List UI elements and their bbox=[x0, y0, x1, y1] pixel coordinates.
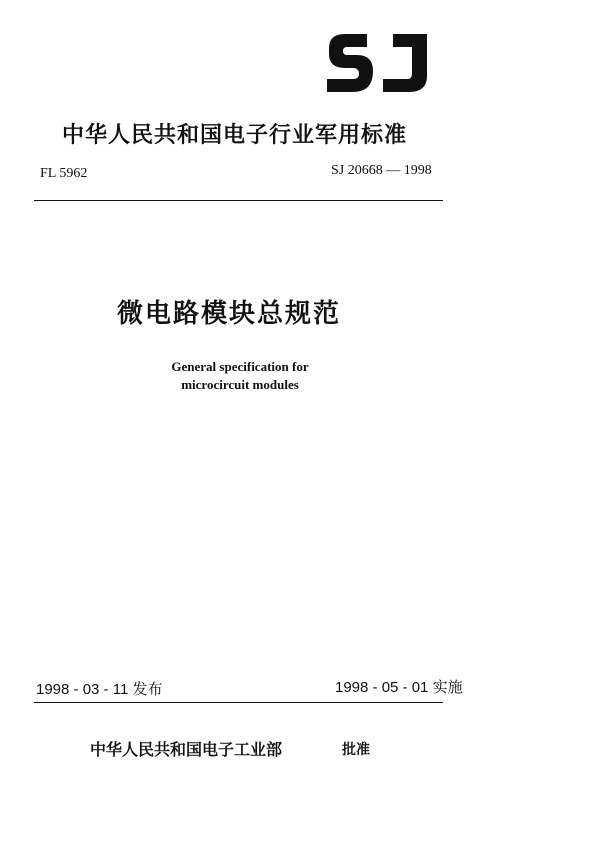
implementation-date: 1998 - 05 - 01 实施 bbox=[335, 679, 463, 696]
document-title-cn: 微电路模块总规范 bbox=[117, 299, 342, 329]
standard-category-title: 中华人民共和国电子行业军用标准 bbox=[62, 123, 408, 148]
issue-date: 1998 - 03 - 11 发布 bbox=[36, 681, 163, 698]
bottom-divider bbox=[34, 702, 443, 703]
title-en-line-1: General specification for bbox=[171, 359, 309, 374]
title-en-line-2: microcircuit modules bbox=[181, 377, 299, 392]
document-title-en bbox=[140, 358, 340, 394]
approval-label: 批准 bbox=[342, 742, 370, 758]
classification-code: FL 5962 bbox=[40, 166, 88, 181]
approving-authority: 中华人民共和国电子工业部 bbox=[90, 740, 283, 759]
sj-logo bbox=[323, 30, 429, 96]
top-divider bbox=[34, 200, 443, 201]
standard-number: SJ 20668 — 1998 bbox=[331, 163, 432, 178]
